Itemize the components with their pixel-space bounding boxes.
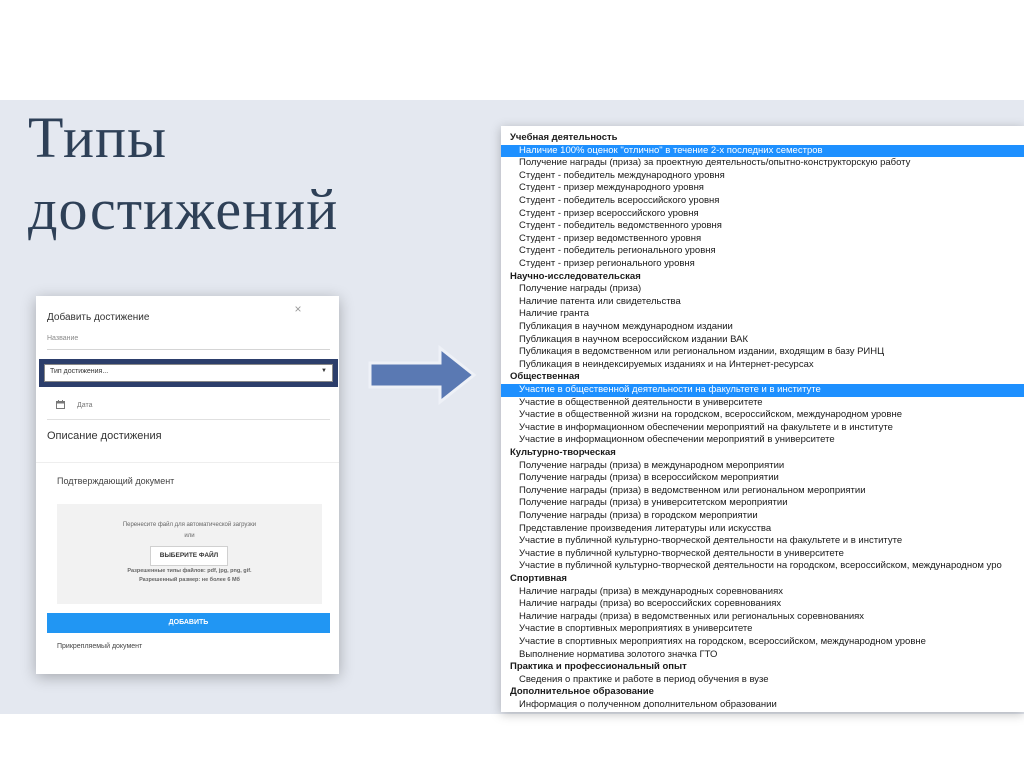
date-field[interactable]: Дата (77, 402, 93, 409)
close-icon[interactable]: × (294, 302, 302, 316)
dropzone-or: или (184, 533, 195, 539)
attached-document-label: Прикрепляемый документ (57, 643, 143, 650)
name-field[interactable]: Название (47, 335, 79, 342)
allowed-types-note: Разрешенные типы файлов: pdf, jpg, png, gif. (127, 568, 252, 574)
modal-heading: Добавить достижение (47, 312, 150, 323)
list-item[interactable]: Наличие награды (приза) в ведомственных или региональных соревнованиях (519, 610, 865, 622)
list-item[interactable]: Получение награды (приза) за проектную деятельность/опытно-конструкторскую работу (519, 157, 911, 169)
list-item[interactable]: Публикация в научном всероссийском издании ВАК (519, 333, 749, 345)
list-item[interactable]: Выполнение норматива золотого значка ГТО (519, 648, 718, 660)
dropzone-hint: Перенесите файл для автоматической загрузки (122, 522, 257, 528)
list-item[interactable]: Студент - призер международного уровня (519, 182, 704, 194)
list-item[interactable]: Представление произведения литературы или искусства (519, 522, 772, 534)
list-item[interactable]: Наличие гранта (519, 308, 589, 320)
achievement-type-select[interactable] (44, 364, 333, 382)
add-button[interactable]: ДОБАВИТЬ (47, 613, 330, 633)
list-item[interactable]: Публикация в научном международном издании (519, 321, 733, 332)
list-item[interactable]: Получение награды (приза) в всероссийском мероприятии (519, 472, 779, 484)
list-item[interactable]: Студент - победитель ведомственного уровня (519, 220, 722, 232)
list-item[interactable]: Студент - победитель регионального уровня (519, 245, 716, 257)
list-item[interactable]: Сведения о практике и работе в период обучения в вузе (519, 673, 769, 685)
list-item[interactable]: Участие в общественной жизни на городском, всероссийском, международном уровне (519, 409, 903, 421)
list-item[interactable]: Студент - победитель международного уровня (519, 169, 725, 181)
group-label: Учебная деятельность (510, 132, 618, 143)
list-item[interactable]: Участие в спортивных мероприятиях на городском, всероссийском, международном уровне (519, 636, 926, 647)
file-dropzone[interactable] (57, 504, 322, 604)
list-item[interactable]: Участие в информационном обеспечении мероприятий в университете (519, 434, 835, 446)
list-item[interactable]: Наличие награды (приза) в международных соревнованиях (519, 585, 783, 597)
list-item[interactable]: Публикация в ведомственном или региональном издании, входящим в базу РИНЦ (519, 346, 885, 358)
group-label: Дополнительное образование (510, 686, 654, 698)
list-item[interactable]: Студент - призер регионального уровня (519, 258, 695, 269)
list-item[interactable]: Наличие награды (приза) во всероссийских соревнованиях (519, 598, 782, 610)
choose-file-button[interactable]: ВЫБЕРИТЕ ФАЙЛ (150, 546, 228, 566)
list-item[interactable]: Участие в публичной культурно-творческой деятельности на городском, всероссийском, международном уро (519, 560, 1002, 572)
group-label: Спортивная (510, 573, 567, 584)
name-field-underline (47, 349, 330, 350)
list-item[interactable]: Студент - призер всероссийского уровня (519, 207, 699, 219)
description-title: Описание достижения (47, 430, 162, 442)
group-label: Культурно-творческая (510, 447, 616, 458)
list-item[interactable]: Участие в общественной деятельности на факультете и в институте (501, 384, 1024, 397)
group-label: Научно-исследовательская (510, 270, 641, 282)
group-label: Общественная (510, 371, 580, 383)
list-item[interactable]: Участие в общественной деятельности в университете (519, 396, 763, 408)
slide-title: Типы достижений (28, 105, 339, 242)
max-size-note: Разрешенный размер: не более 6 Мб (139, 577, 240, 583)
list-item[interactable]: Получение награды (приза) в университетском мероприятии (519, 497, 788, 509)
list-item[interactable]: Публикация в неиндексируемых изданиях и на Интернет-ресурсах (519, 358, 814, 370)
arrow-right-icon (368, 345, 478, 405)
list-item[interactable]: Студент - победитель всероссийского уровня (519, 195, 720, 206)
list-item[interactable]: Получение награды (приза) (519, 283, 642, 295)
calendar-icon (56, 400, 65, 409)
list-item[interactable]: Информация о полученном дополнительном образовании (519, 699, 777, 710)
date-field-underline (47, 419, 330, 420)
list-item[interactable]: Получение награды (приза) в городском мероприятии (519, 510, 758, 521)
list-item[interactable]: Получение награды (приза) в ведомственном или региональном мероприятии (519, 484, 866, 496)
modal-divider (36, 462, 339, 463)
group-label: Практика и профессиональный опыт (510, 661, 687, 673)
list-item[interactable]: Участие в публичной культурно-творческой деятельности на факультете и в институте (519, 535, 903, 547)
achievement-type-list[interactable] (501, 126, 1024, 712)
document-section-title: Подтверждающий документ (57, 476, 175, 486)
list-item[interactable]: Наличие 100% оценок "отлично" в течение 2-х последних семестров (501, 145, 1024, 158)
list-item[interactable]: Получение награды (приза) в международном мероприятии (519, 459, 785, 471)
chevron-down-icon: ▼ (321, 368, 327, 374)
type-select-value: Тип достижения... (50, 368, 109, 375)
list-item[interactable]: Наличие патента или свидетельства (519, 295, 681, 307)
list-item[interactable]: Студент - призер ведомственного уровня (519, 232, 702, 244)
list-item[interactable]: Участие в спортивных мероприятиях в университете (519, 623, 753, 635)
list-item[interactable]: Участие в информационном обеспечении мероприятий на факультете и в институте (519, 421, 893, 433)
list-item[interactable]: Участие в публичной культурно-творческой деятельности в университете (519, 547, 844, 559)
